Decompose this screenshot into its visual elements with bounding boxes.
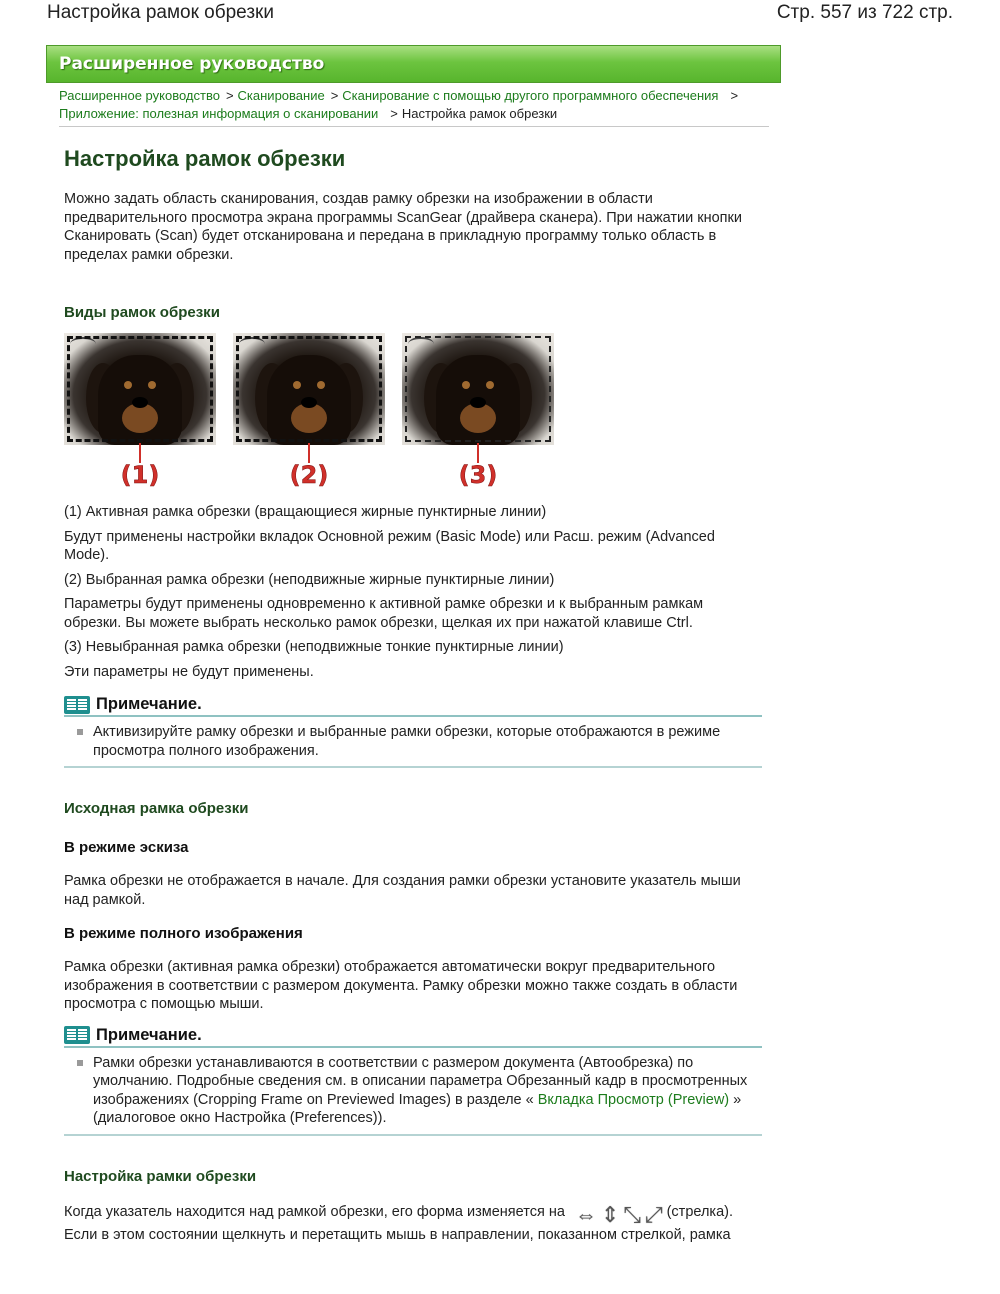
subheading-whole-image-view: В режиме полного изображения	[64, 925, 303, 942]
whole-image-view-text: Рамка обрезки (активная рамка обрезки) отображается автоматически вокруг предварительного изображения в соответствии с размером документа. Рамку обрезки можно также создать в области просмотра с помощью мыши.	[64, 959, 738, 1012]
selected-frame-outline	[236, 336, 382, 442]
page-header	[0, 0, 1000, 34]
preview-tab-link[interactable]: Вкладка Просмотр (Preview)	[537, 1091, 730, 1108]
frame-type-3-heading: (3) Невыбранная рамка обрезки (неподвижные тонкие пунктирные линии)	[64, 639, 564, 655]
book-icon	[64, 696, 90, 714]
frame-example-active	[64, 333, 216, 488]
breadcrumb-separator: >	[330, 88, 339, 103]
note-box	[64, 695, 762, 768]
note-text: Рамки обрезки устанавливаются в соответствии с размером документа (Автообрезка) по умолчанию. Подробные сведения см. в описании параметра Обрезанный кадр в просмотренных изображениях (Cropping Frame on Previewed Images) в разделе « Вкладка Просмотр (Preview) » (диалоговое окно Настройка (Preferences)).	[93, 1054, 748, 1126]
note-box	[64, 1026, 762, 1136]
main-content	[64, 140, 764, 1244]
frame-type-3-description: Эти параметры не будут применены.	[64, 663, 314, 680]
adjust-frame-text: Когда указатель находится над рамкой обрезки, его форма изменяется на ⇔ ⇕ ⤡ ⤢ (стрелка). Если в этом состоянии щелкнуть и перетащить мышь в направлении, показанном стрелкой, рамка	[64, 1201, 734, 1243]
breadcrumb-link-other-software[interactable]: Сканирование с помощью другого программного обеспечения	[342, 88, 719, 103]
breadcrumb-link-guide[interactable]: Расширенное руководство	[59, 88, 220, 103]
breadcrumb-link-appendix[interactable]: Приложение: полезная информация о сканировании	[59, 106, 379, 121]
square-bullet-icon	[77, 1060, 83, 1066]
note-header	[64, 1026, 762, 1048]
frame-example-unselected	[402, 333, 554, 488]
guide-banner	[46, 45, 781, 83]
breadcrumb-separator: >	[730, 88, 739, 103]
horizontal-arrow-icon: ⇔	[574, 1201, 597, 1227]
section-heading-initial-frame: Исходная рамка обрезки	[64, 800, 249, 817]
article-title: Настройка рамок обрезки	[64, 146, 346, 171]
unselected-frame-outline	[405, 336, 551, 442]
diagonal-arrow-icon: ⤡	[623, 1201, 641, 1227]
note-title: Примечание.	[96, 1025, 202, 1044]
page-title: Настройка рамок обрезки	[47, 2, 274, 23]
active-frame-outline	[67, 336, 213, 442]
page-counter: Стр. 557 из 722 стр.	[776, 2, 953, 23]
note-title: Примечание.	[96, 695, 202, 713]
square-bullet-icon	[77, 729, 83, 735]
note-header	[64, 695, 762, 717]
breadcrumb-separator: >	[225, 88, 234, 103]
note-body	[64, 723, 762, 760]
callout-line	[139, 443, 141, 463]
frame-type-2-heading: (2) Выбранная рамка обрезки (неподвижные жирные пунктирные линии)	[64, 571, 555, 588]
frame-label-1: (1)	[120, 461, 160, 489]
frame-type-2-description: Параметры будут применены одновременно к активной рамке обрезки и к выбранным рамкам обрезки. Вы можете выбрать несколько рамок обрезки, щелкая их при нажатой клавише Ctrl.	[64, 596, 704, 631]
breadcrumb-current: Настройка рамок обрезки	[401, 106, 558, 121]
breadcrumb	[59, 87, 759, 123]
banner-label: Расширенное руководство	[59, 54, 325, 74]
cursor-arrows	[574, 1201, 663, 1227]
note-text: Активизируйте рамку обрезки и выбранные рамки обрезки, которые отображаются в режиме просмотра полного изображения.	[93, 724, 721, 759]
callout-line	[308, 443, 310, 463]
intro-paragraph: Можно задать область сканирования, создав рамку обрезки на изображении в области предварительного просмотра экрана программы ScanGear (драйвера сканера). При нажатии кнопки Сканировать (Scan) будет отсканирована и передана в прикладную программу только область в пределах рамки обрезки.	[64, 191, 742, 263]
note-body	[64, 1054, 762, 1128]
book-icon	[64, 1026, 90, 1044]
frame-type-1-description: Будут применены настройки вкладок Основной режим (Basic Mode) или Расш. режим (Advanced Mode).	[64, 528, 715, 563]
section-heading-frame-types: Виды рамок обрезки	[64, 304, 220, 321]
diagonal-arrow-alt-icon: ⤢	[644, 1201, 663, 1227]
frame-label-2: (2)	[289, 461, 329, 489]
subheading-thumbnail-view: В режиме эскиза	[64, 839, 189, 856]
callout-line	[477, 443, 479, 463]
breadcrumb-separator: >	[390, 106, 398, 121]
frame-type-1-heading: (1) Активная рамка обрезки (вращающиеся жирные пунктирные линии)	[64, 504, 547, 520]
breadcrumb-divider	[59, 126, 769, 127]
frame-label-3: (3)	[458, 461, 498, 489]
section-heading-adjust-frame: Настройка рамки обрезки	[64, 1167, 257, 1185]
frame-example-selected	[233, 333, 385, 488]
cropping-frames-figure	[64, 333, 764, 498]
breadcrumb-link-scanning[interactable]: Сканирование	[237, 88, 325, 103]
vertical-arrow-icon: ⇕	[600, 1201, 620, 1227]
thumbnail-view-text: Рамка обрезки не отображается в начале. Для создания рамки обрезки установите указатель мыши над рамкой.	[64, 873, 741, 908]
